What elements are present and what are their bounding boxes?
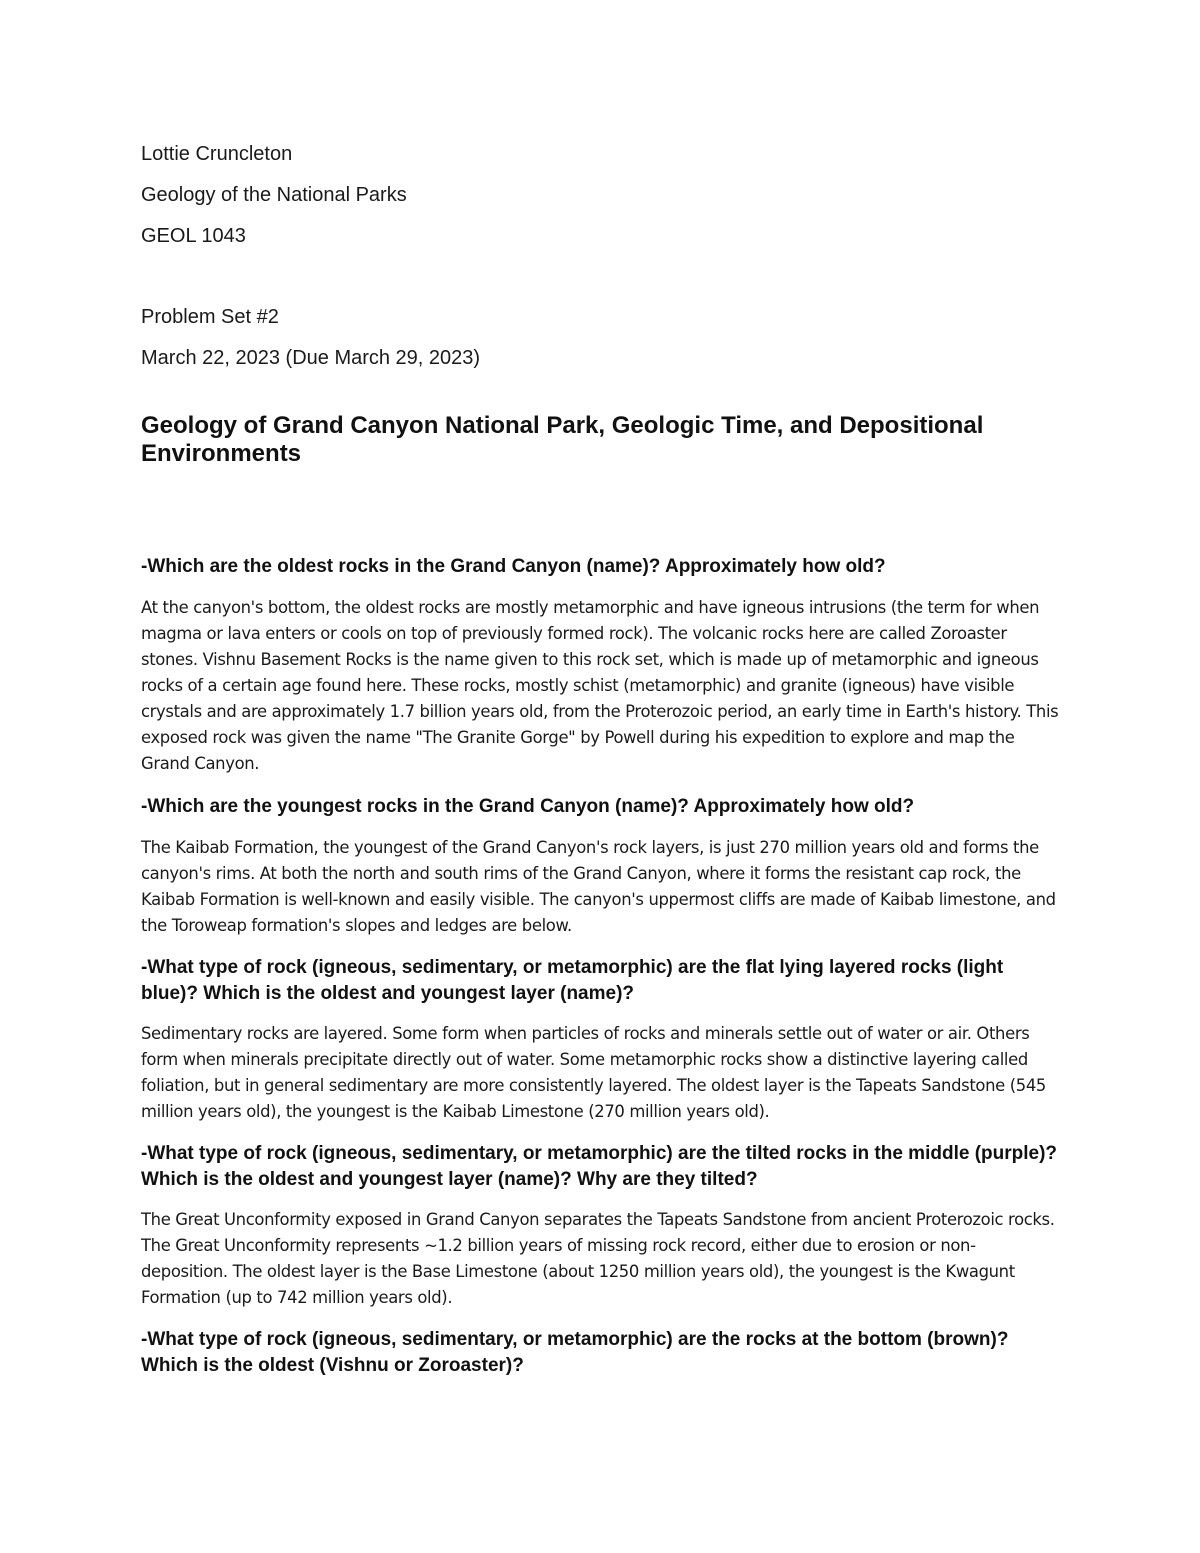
answer-4: The Great Unconformity exposed in Grand Canyon separates the Tapeats Sandstone from ancient Proterozoic rocks. The Great Unconformity represents ~1.2 billion years of missing rock record, either due to erosion or non-deposition. The oldest layer is the Base Limestone (about 1250 million years old), the youngest is the Kwagunt Formation (up to 742 million years old). [141, 1210, 1055, 1307]
document-title: Geology of Grand Canyon National Park, Geologic Time, and Depositional Environments [141, 412, 984, 467]
question-2: -Which are the youngest rocks in the Grand Canyon (name)? Approximately how old? [141, 796, 915, 817]
answer-3: Sedimentary rocks are layered. Some form when particles of rocks and minerals settle out of water or air. Others form when minerals precipitate directly out of water. Some metamorphic rocks show a distinctive layering called foliation, but in general sedimentary are more consistently layered. The oldest layer is the Tapeats Sandstone (545 million years old), the youngest is the Kaibab Limestone (270 million years old). [141, 1024, 1046, 1121]
assignment-date: March 22, 2023 (Due March 29, 2023) [141, 347, 481, 369]
answer-1: At the canyon's bottom, the oldest rocks are mostly metamorphic and have igneous intrusions (the term for when magma or lava enters or cools on top of previously formed rock). The volcanic rocks here are called Zoroaster stones. Vishnu Basement Rocks is the name given to this rock set, which is made up of metamorphic and igneous rocks of a certain age found here. These rocks, mostly schist (metamorphic) and granite (igneous) have visible crystals and are approximately 1.7 billion years old, from the Proterozoic period, an early time in Earth's history. This exposed rock was given the name "The Granite Gorge" by Powell during his expedition to explore and map the Grand Canyon. [141, 598, 1059, 773]
question-1: -Which are the oldest rocks in the Grand Canyon (name)? Approximately how old? [141, 556, 886, 577]
question-3: -What type of rock (igneous, sedimentary, or metamorphic) are the flat lying layered rocks (light blue)? Which is the oldest and youngest layer (name)? [141, 957, 1004, 1004]
question-4: -What type of rock (igneous, sedimentary, or metamorphic) are the tilted rocks in the middle (purple)? Which is the oldest and youngest layer (name)? Why are they tilted? [141, 1143, 1058, 1190]
course-name: Geology of the National Parks [141, 184, 407, 206]
author-name: Lottie Cruncleton [141, 143, 293, 165]
answer-2: The Kaibab Formation, the youngest of the Grand Canyon's rock layers, is just 270 million years old and forms the canyon's rims. At both the north and south rims of the Grand Canyon, where it forms the resistant cap rock, the Kaibab Formation is well-known and easily visible. The canyon's uppermost cliffs are made of Kaibab limestone, and the Toroweap formation's slopes and ledges are below. [141, 838, 1056, 935]
course-code: GEOL 1043 [141, 225, 246, 247]
question-5: -What type of rock (igneous, sedimentary, or metamorphic) are the rocks at the bottom (brown)? Which is the oldest (Vishnu or Zoroaster)? [141, 1329, 1009, 1376]
assignment-name: Problem Set #2 [141, 306, 279, 328]
